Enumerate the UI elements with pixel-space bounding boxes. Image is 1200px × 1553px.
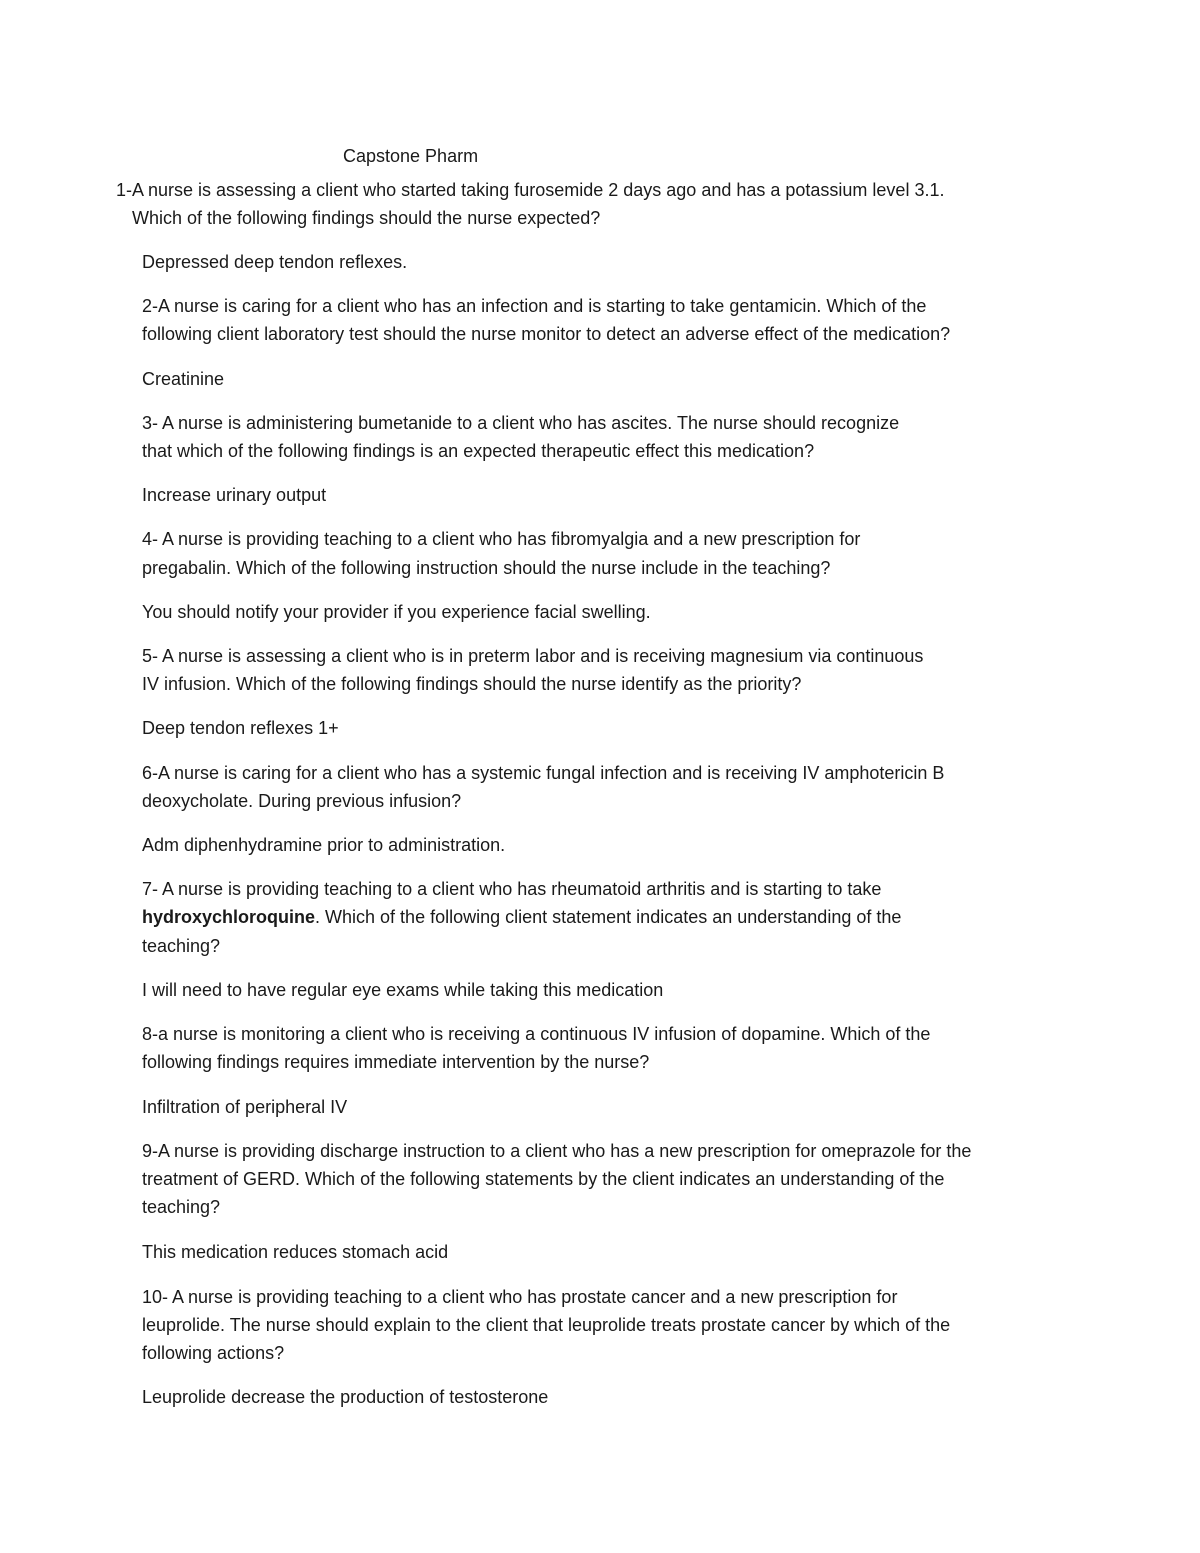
question-4-line-1: 4- A nurse is providing teaching to a client who has fibromyalgia and a new prescription for	[142, 529, 861, 549]
answer-1: Depressed deep tendon reflexes.	[142, 252, 408, 272]
question-4-line-2: pregabalin. Which of the following instruction should the nurse include in the teaching?	[142, 558, 831, 578]
question-7-line-2-rest: . Which of the following client statement indicates an understanding of the	[315, 907, 902, 927]
document-title: Capstone Pharm	[343, 146, 479, 166]
answer-7: I will need to have regular eye exams while taking this medication	[142, 980, 664, 1000]
question-10-line-1: 10- A nurse is providing teaching to a client who has prostate cancer and a new prescription for	[142, 1287, 898, 1307]
answer-4: You should notify your provider if you experience facial swelling.	[142, 602, 651, 622]
answer-2: Creatinine	[142, 369, 225, 389]
answer-3: Increase urinary output	[142, 485, 327, 505]
question-5-line-2: IV infusion. Which of the following findings should the nurse identify as the priority?	[142, 674, 802, 694]
question-10-line-3: following actions?	[142, 1343, 285, 1363]
answer-10: Leuprolide decrease the production of testosterone	[142, 1387, 549, 1407]
drug-name-bold: hydroxychloroquine	[142, 907, 316, 927]
question-1-line-1: 1-A nurse is assessing a client who started taking furosemide 2 days ago and has a potassium level 3.1.	[116, 180, 945, 200]
answer-9: This medication reduces stomach acid	[142, 1242, 449, 1262]
question-8-line-1: 8-a nurse is monitoring a client who is receiving a continuous IV infusion of dopamine. Which of the	[142, 1024, 931, 1044]
question-9-line-3: teaching?	[142, 1197, 221, 1217]
question-1-line-2: Which of the following findings should the nurse expected?	[132, 208, 601, 228]
question-8-line-2: following findings requires immediate intervention by the nurse?	[142, 1052, 650, 1072]
answer-8: Infiltration of peripheral IV	[142, 1097, 348, 1117]
question-2-line-1: 2-A nurse is caring for a client who has an infection and is starting to take gentamicin. Which of the	[142, 296, 927, 316]
question-7-line-1: 7- A nurse is providing teaching to a client who has rheumatoid arthritis and is starting to take	[142, 879, 882, 899]
question-3-line-1: 3- A nurse is administering bumetanide to a client who has ascites. The nurse should recognize	[142, 413, 900, 433]
question-7-line-2	[142, 906, 901, 928]
question-9-line-2: treatment of GERD. Which of the following statements by the client indicates an understanding of the	[142, 1169, 945, 1189]
question-9-line-1: 9-A nurse is providing discharge instruction to a client who has a new prescription for omeprazole for the	[142, 1141, 972, 1161]
question-6-line-2: deoxycholate. During previous infusion?	[142, 791, 462, 811]
question-3-line-2: that which of the following findings is an expected therapeutic effect this medication?	[142, 441, 815, 461]
question-5-line-1: 5- A nurse is assessing a client who is in preterm labor and is receiving magnesium via continuous	[142, 646, 924, 666]
question-2-line-2: following client laboratory test should the nurse monitor to detect an adverse effect of the medication?	[142, 324, 951, 344]
question-10-line-2: leuprolide. The nurse should explain to the client that leuprolide treats prostate cancer by which of the	[142, 1315, 951, 1335]
answer-6: Adm diphenhydramine prior to administration.	[142, 835, 506, 855]
answer-5: Deep tendon reflexes 1+	[142, 718, 339, 738]
question-7-line-3: teaching?	[142, 936, 221, 956]
question-6-line-1: 6-A nurse is caring for a client who has a systemic fungal infection and is receiving IV amphotericin B	[142, 763, 945, 783]
